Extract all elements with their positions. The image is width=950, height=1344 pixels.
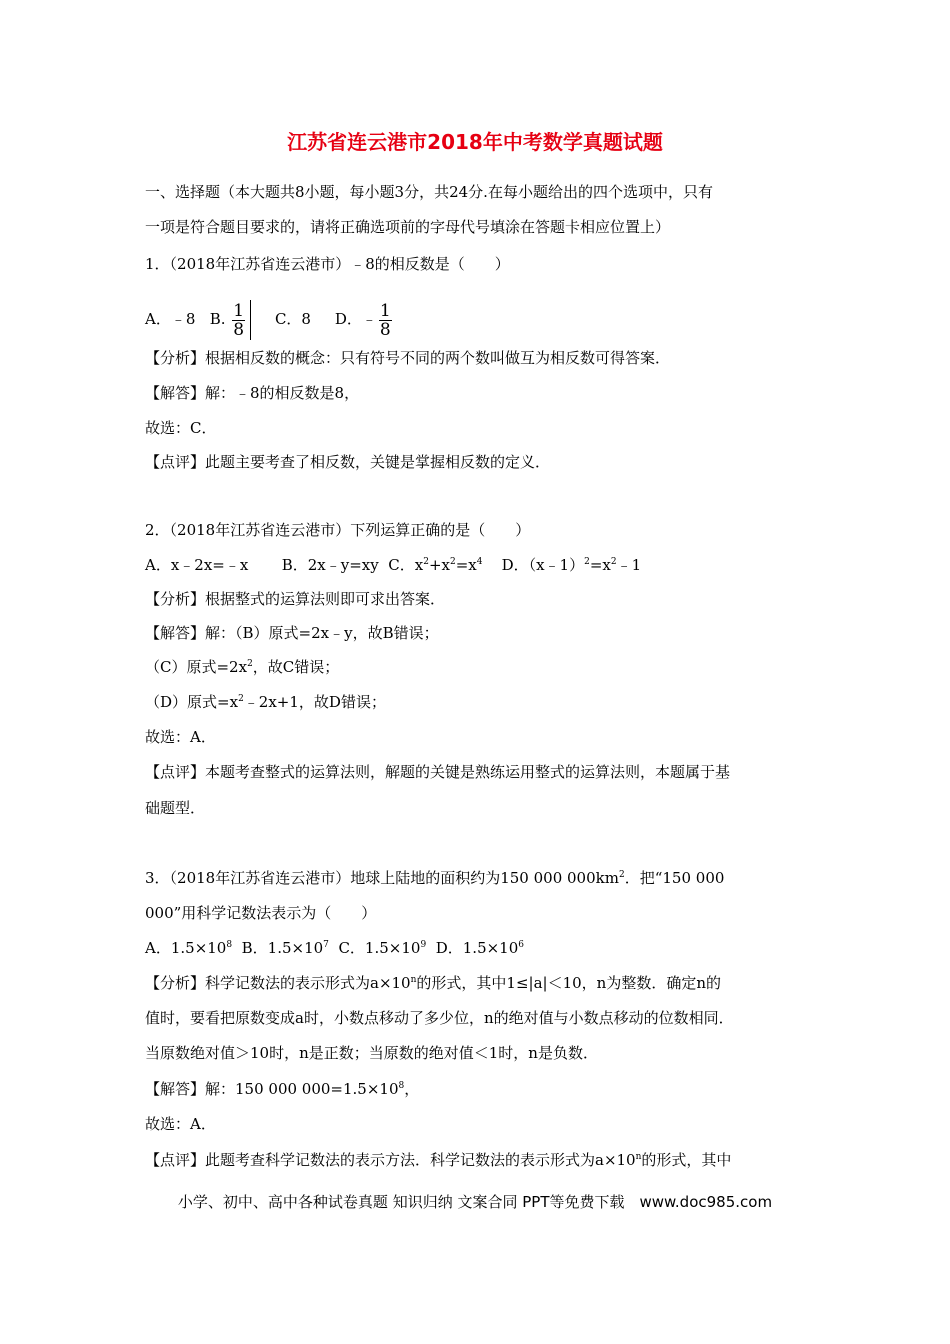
q2-option-a: A．x﹣2x=﹣x bbox=[145, 556, 249, 574]
q3-analysis-line-3: 当原数绝对值＞10时，n是正数；当原数的绝对值＜1时，n是负数． bbox=[145, 1044, 598, 1062]
q1-option-d: D．﹣ bbox=[334, 310, 377, 328]
q2-comment-line-1: 【点评】本题考查整式的运算法则，解题的关键是熟练运用整式的运算法则，本题属于基 bbox=[145, 763, 731, 781]
q2-analysis: 【分析】根据整式的运算法则即可求出答案． bbox=[145, 590, 446, 608]
q2-option-c: C．$x^2+x^2=x^4$ bbox=[388, 556, 483, 574]
q1-choice: 故选：C． bbox=[145, 419, 217, 437]
q3-option-b: B．$1.5\times 10^7$ bbox=[241, 939, 329, 957]
q2-stem: 2．（2018年江苏省连云港市）下列运算正确的是（ ） bbox=[145, 521, 531, 539]
fraction-denominator: 8 bbox=[379, 319, 391, 340]
q2-option-b: B．2x﹣y=xy bbox=[281, 556, 379, 574]
q3-options bbox=[145, 938, 524, 958]
q3-comment: 【点评】此题考查科学记数法的表示方法．科学记数法的表示形式为$a\times 10^n$的形式，其中 bbox=[145, 1151, 732, 1169]
q2-choice: 故选：A． bbox=[145, 728, 216, 746]
page-footer: 小学、初中、高中各种试卷真题 知识归纳 文案合同 PPT等免费下载 www.doc985.com bbox=[177, 1193, 773, 1211]
fraction-numerator: 1 bbox=[233, 300, 245, 321]
q3-choice: 故选：A． bbox=[145, 1115, 216, 1133]
fraction-numerator: 1 bbox=[379, 300, 391, 321]
q1-option-b-fraction bbox=[232, 302, 245, 339]
q1-option-d-fraction bbox=[379, 302, 392, 339]
q3-analysis-line-1: 【分析】科学记数法的表示形式为$a\times 10^n$的形式，其中1≤|a|＜10，n为整数．确定n的 bbox=[145, 974, 721, 992]
page-title: 江苏省连云港市2018年中考数学真题试题 bbox=[287, 130, 663, 154]
q1-option-c: C．8 bbox=[274, 310, 311, 328]
q2-options bbox=[145, 555, 641, 575]
q3-option-a: A．$1.5\times 10^8$ bbox=[145, 939, 233, 957]
section-intro-line-1: 一、选择题（本大题共8小题，每小题3分，共24分.在每小题给出的四个选项中，只有 bbox=[145, 183, 713, 201]
section-intro-line-2: 一项是符合题目要求的，请将正确选项前的字母代号填涂在答题卡相应位置上） bbox=[145, 218, 671, 236]
q2-answer-c: （C）原式$=2x^2$，故C错误； bbox=[145, 658, 340, 676]
q1-answer: 【解答】解：﹣8的相反数是8， bbox=[145, 384, 360, 402]
q3-stem-line-1: 3．（2018年江苏省连云港市）地球上陆地的面积约为150 000 $000km^2$．把“150 000 bbox=[145, 869, 725, 887]
fraction-bar-mark bbox=[250, 300, 251, 340]
q3-answer: 【解答】解：150 000 $000=1.5\times 10^8$， bbox=[145, 1080, 420, 1098]
q1-option-a: A．﹣8 bbox=[145, 310, 196, 328]
q1-analysis: 【分析】根据相反数的概念：只有符号不同的两个数叫做互为相反数可得答案． bbox=[145, 349, 671, 367]
q3-option-c: C．$1.5\times 10^9$ bbox=[338, 939, 427, 957]
q2-option-d: D．$(x﹣1)^2=x^2﹣1$ bbox=[501, 556, 642, 574]
q1-options bbox=[145, 300, 394, 340]
q2-answer-d: （D）原式$=x^2﹣2x+1$，故D错误； bbox=[145, 693, 386, 711]
q3-analysis-line-2: 值时，要看把原数变成a时，小数点移动了多少位，n的绝对值与小数点移动的位数相同． bbox=[145, 1009, 734, 1027]
q1-option-b: B. bbox=[209, 310, 226, 328]
q2-answer: 【解答】解：（B）原式=2x﹣y，故B错误； bbox=[145, 624, 439, 642]
q3-stem-line-2: 000”用科学记数法表示为（ ） bbox=[145, 904, 377, 922]
q3-option-d: D．$1.5\times 10^6$ bbox=[435, 939, 525, 957]
q2-comment-line-2: 础题型． bbox=[145, 799, 206, 817]
q1-stem: 1．（2018年江苏省连云港市）﹣8的相反数是（ ） bbox=[145, 255, 510, 273]
q1-comment: 【点评】此题主要考查了相反数，关键是掌握相反数的定义． bbox=[145, 453, 551, 471]
fraction-denominator: 8 bbox=[233, 319, 245, 340]
